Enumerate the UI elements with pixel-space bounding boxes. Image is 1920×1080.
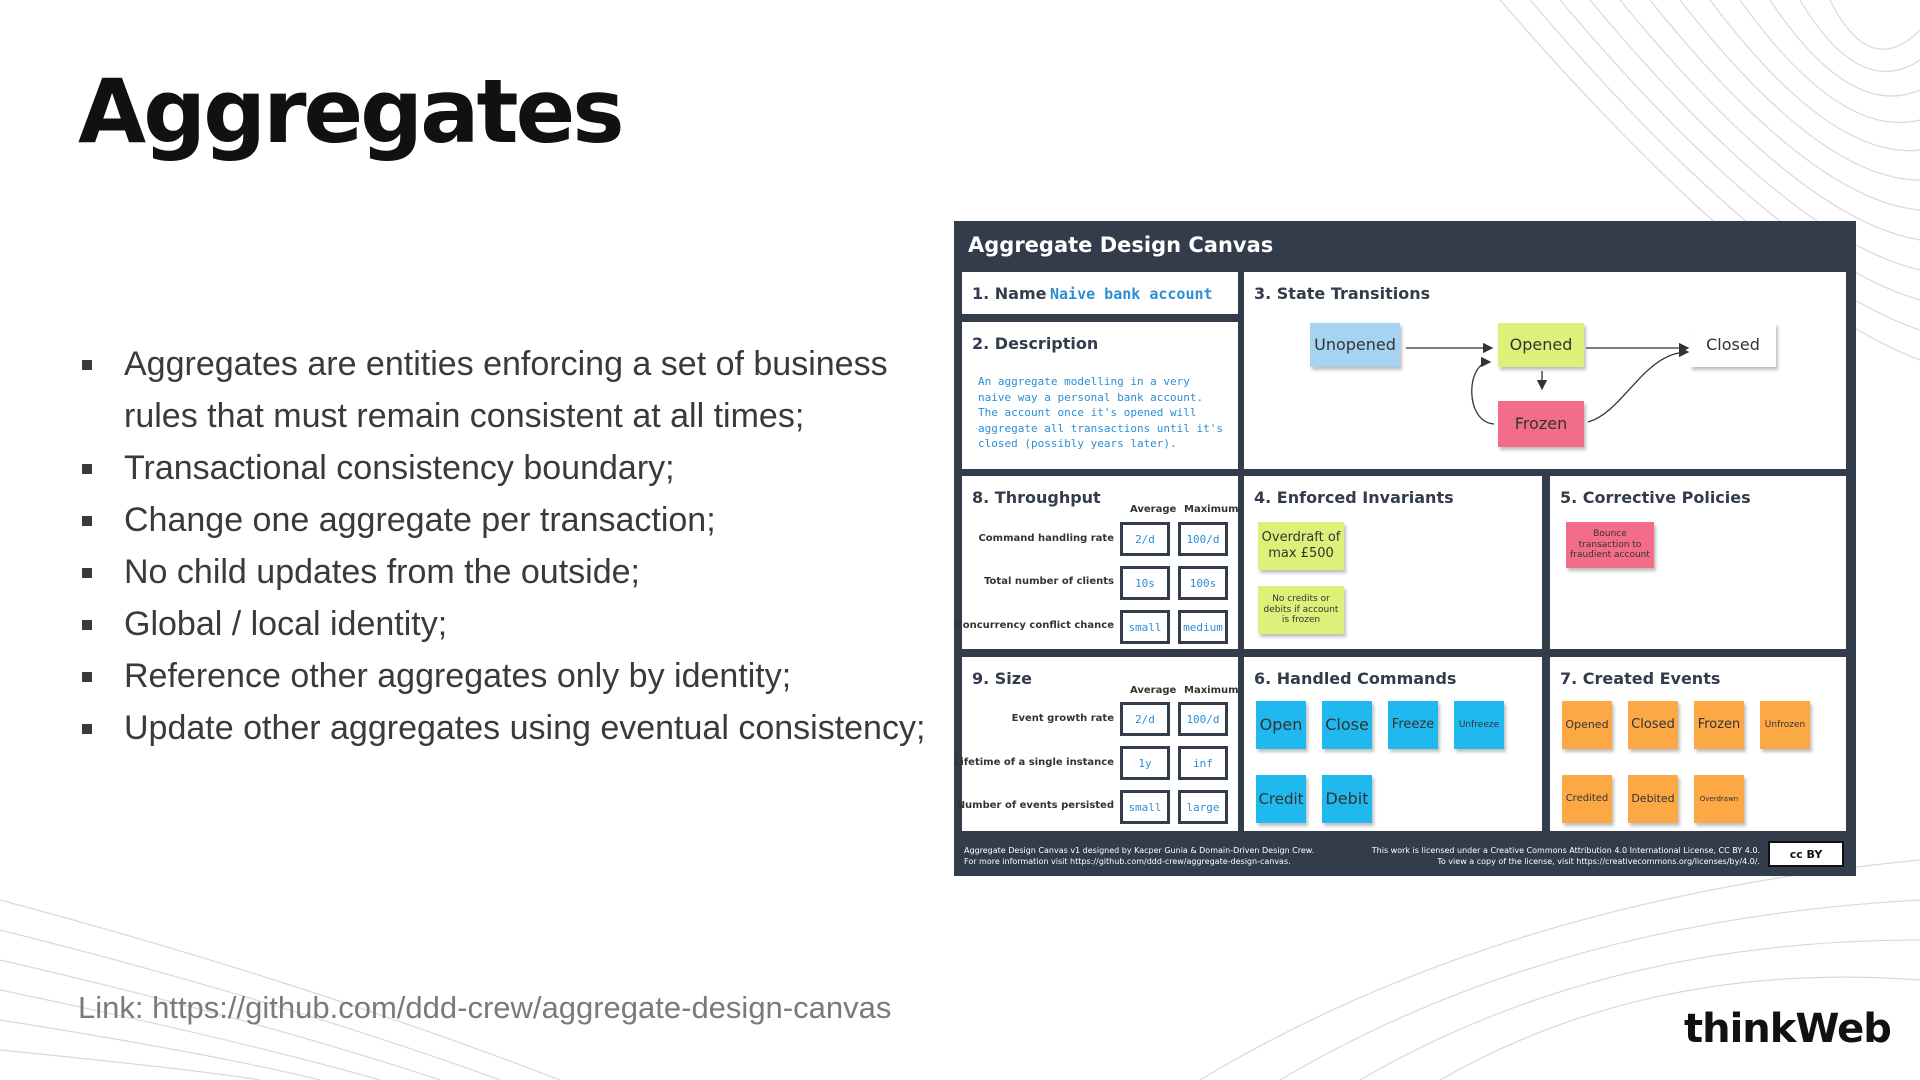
policies-heading: 5. Corrective Policies (1560, 488, 1751, 507)
size-max-value: large (1178, 790, 1228, 824)
canvas-footer-right (1372, 845, 1760, 867)
bullet-item: Reference other aggregates only by identity; (80, 650, 950, 702)
thinkweb-logo: thinkWeb (1684, 1006, 1891, 1052)
footer-more-info: For more information visit https://github.com/ddd-crew/aggregate-design-canvas. (964, 857, 1291, 866)
throughput-avg-value: 10s (1120, 566, 1170, 600)
panel-events (1550, 657, 1846, 831)
canvas-footer-left (964, 845, 1314, 867)
event-credited: Credited (1562, 775, 1612, 823)
name-heading: 1. Name (972, 284, 1047, 303)
event-overdrawn: Overdrawn (1694, 775, 1744, 823)
throughput-row-label: Concurrency conflict chance (955, 620, 1114, 631)
size-row-label: Event growth rate (1011, 713, 1114, 724)
throughput-max-value: 100/d (1178, 522, 1228, 556)
footer-license: This work is licensed under a Creative Commons Attribution 4.0 International License, CC BY 4.0. (1371, 846, 1760, 855)
policy-note: Bounce transaction to fraudient account (1566, 522, 1654, 568)
command-debit: Debit (1322, 775, 1372, 823)
throughput-heading: 8. Throughput (972, 488, 1101, 507)
panel-size (954, 657, 1239, 831)
state-transitions-heading: 3. State Transitions (1254, 284, 1431, 303)
event-frozen: Frozen (1694, 701, 1744, 749)
throughput-col-maximum: Maximum (1184, 504, 1239, 515)
bullet-item: Aggregates are entities enforcing a set of business rules that must remain consistent at all times; (80, 338, 950, 442)
size-avg-value: 1y (1120, 746, 1170, 780)
event-debited: Debited (1628, 775, 1678, 823)
panel-description (962, 322, 1238, 469)
throughput-row-label: Total number of clients (984, 576, 1114, 587)
size-row-label: Lifetime of a single instance (954, 757, 1114, 768)
panel-commands (1244, 657, 1542, 831)
throughput-avg-value: 2/d (1120, 522, 1170, 556)
state-opened: Opened (1498, 323, 1584, 367)
command-freeze: Freeze (1388, 701, 1438, 749)
source-link[interactable]: Link: https://github.com/ddd-crew/aggregate-design-canvas (78, 990, 892, 1025)
panel-invariants (1244, 476, 1542, 649)
bullet-item: No child updates from the outside; (80, 546, 950, 598)
throughput-max-value: medium (1178, 610, 1228, 644)
footer-license-link: To view a copy of the license, visit https://creativecommons.org/licenses/by/4.0/. (1437, 857, 1760, 866)
description-heading: 2. Description (972, 334, 1099, 353)
size-avg-value: small (1120, 790, 1170, 824)
state-unopened: Unopened (1310, 323, 1400, 367)
size-heading: 9. Size (972, 669, 1032, 688)
bullet-item: Change one aggregate per transaction; (80, 494, 950, 546)
bullet-item: Transactional consistency boundary; (80, 442, 950, 494)
panel-state-transitions (1244, 272, 1846, 469)
command-unfreeze: Unfreeze (1454, 701, 1504, 749)
throughput-col-average: Average (1130, 504, 1177, 515)
invariant-note: No credits or debits if account is frozen (1258, 586, 1344, 634)
event-unfrozen: Unfrozen (1760, 701, 1810, 749)
throughput-max-value: 100s (1178, 566, 1228, 600)
throughput-avg-value: small (1120, 610, 1170, 644)
commands-heading: 6. Handled Commands (1254, 669, 1457, 688)
bullet-item: Global / local identity; (80, 598, 950, 650)
footer-credit: Aggregate Design Canvas v1 designed by Kacper Gunia & Domain-Driven Design Crew. (964, 846, 1315, 855)
aggregate-design-canvas (954, 221, 1856, 876)
panel-throughput (955, 476, 1239, 649)
state-frozen: Frozen (1498, 401, 1584, 447)
size-row-label: Number of events persisted (956, 800, 1114, 811)
cc-by-badge: cc BY (1768, 841, 1844, 867)
canvas-title: Aggregate Design Canvas (968, 233, 1274, 257)
state-closed: Closed (1690, 323, 1776, 367)
panel-policies (1550, 476, 1846, 649)
bullet-list (80, 338, 950, 754)
event-closed: Closed (1628, 701, 1678, 749)
command-open: Open (1256, 701, 1306, 749)
invariants-heading: 4. Enforced Invariants (1254, 488, 1454, 507)
slide-title: Aggregates (78, 60, 622, 163)
command-close: Close (1322, 701, 1372, 749)
description-text: An aggregate modelling in a very naive way a personal bank account. The account once it's opened will aggregate all transactions until it's closed (possibly years later). (978, 375, 1224, 450)
event-opened: Opened (1562, 701, 1612, 749)
invariant-note: Overdraft of max £500 (1258, 522, 1344, 570)
size-max-value: inf (1178, 746, 1228, 780)
throughput-row-label: Command handling rate (978, 533, 1114, 544)
size-avg-value: 2/d (1120, 702, 1170, 736)
panel-name (962, 272, 1238, 314)
size-col-maximum: Maximum (1184, 685, 1239, 696)
bullet-item: Update other aggregates using eventual consistency; (80, 702, 950, 754)
command-credit: Credit (1256, 775, 1306, 823)
events-heading: 7. Created Events (1560, 669, 1721, 688)
size-max-value: 100/d (1178, 702, 1228, 736)
size-col-average: Average (1130, 685, 1177, 696)
name-value: Naive bank account (1050, 285, 1213, 303)
